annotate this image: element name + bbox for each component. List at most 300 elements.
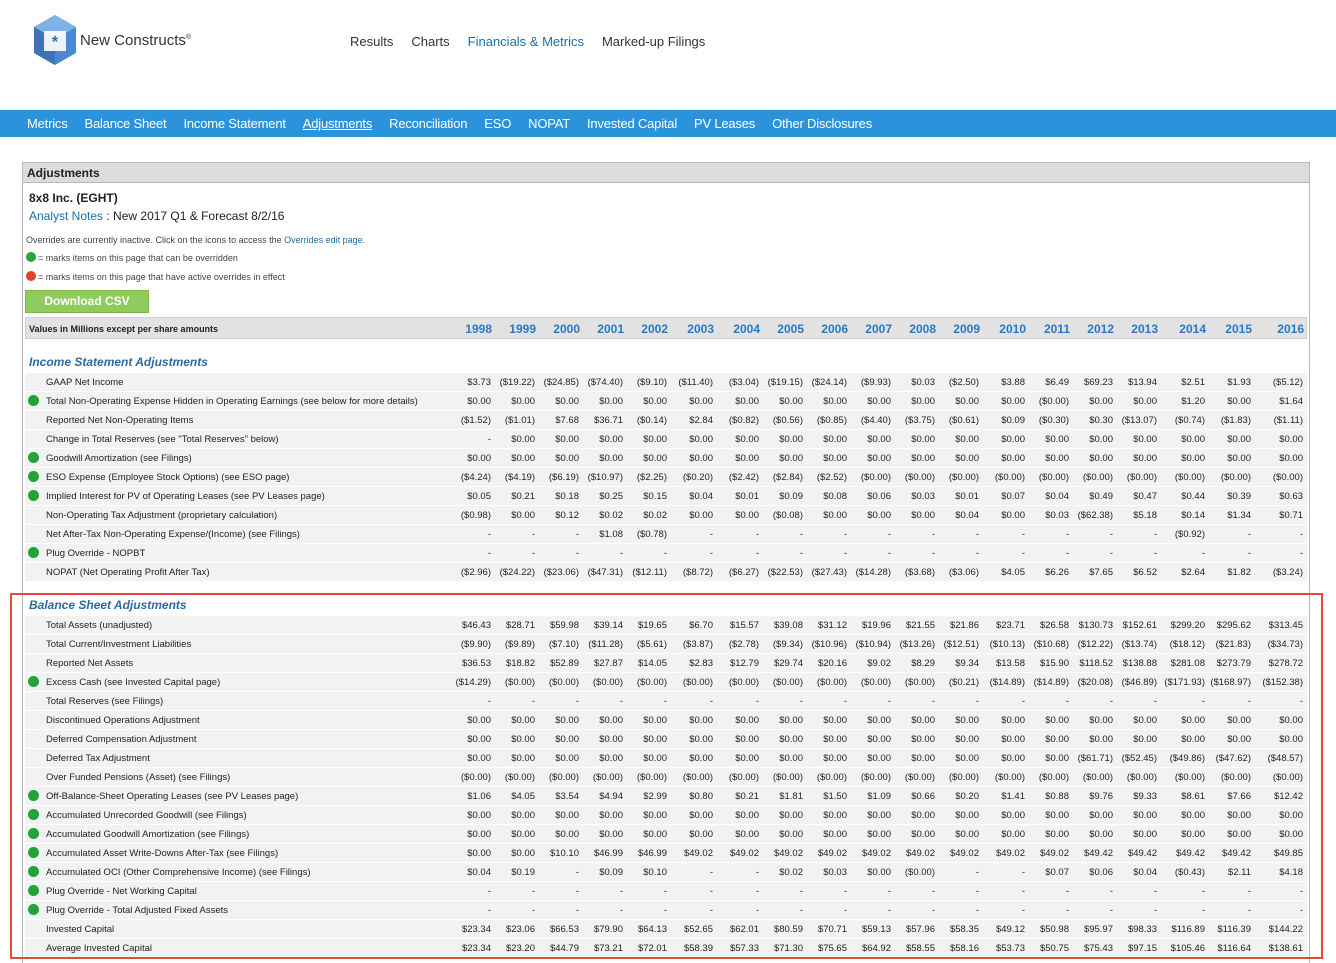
table-row bbox=[25, 749, 1307, 768]
table-cell: ($2.78) bbox=[728, 639, 759, 650]
row-label: Accumulated Asset Write-Downs After-Tax (see Filings) bbox=[46, 848, 279, 859]
table-row bbox=[25, 673, 1307, 692]
table-cell: $1.41 bbox=[1001, 791, 1025, 802]
table-cell: - bbox=[755, 529, 759, 540]
table-cell: ($0.92) bbox=[1174, 529, 1205, 540]
table-cell: - bbox=[799, 696, 803, 707]
table-cell: $64.13 bbox=[637, 924, 667, 935]
table-header bbox=[25, 317, 1307, 339]
table-cell: $0.00 bbox=[1089, 396, 1113, 407]
table-cell: ($23.06) bbox=[543, 567, 579, 578]
table-cell: $0.00 bbox=[779, 810, 803, 821]
row-label: Invested Capital bbox=[46, 924, 115, 935]
table-cell: ($19.15) bbox=[767, 377, 803, 388]
table-row bbox=[25, 392, 1307, 411]
table-cell: $8.61 bbox=[1181, 791, 1205, 802]
table-cell: $80.59 bbox=[773, 924, 803, 935]
table-cell: ($152.38) bbox=[1262, 677, 1303, 688]
table-cell: $28.71 bbox=[505, 620, 535, 631]
table-cell: $19.65 bbox=[637, 620, 667, 631]
tab-pv-leases[interactable]: PV Leases bbox=[694, 116, 756, 131]
table-cell: $0.00 bbox=[1045, 453, 1069, 464]
table-cell: ($1.83) bbox=[1220, 415, 1251, 426]
table-cell: - bbox=[1021, 548, 1025, 559]
table-cell: - bbox=[1065, 529, 1069, 540]
table-cell: $0.00 bbox=[779, 453, 803, 464]
table-cell: $0.00 bbox=[867, 453, 891, 464]
table-cell: $46.99 bbox=[593, 848, 623, 859]
table-cell: - bbox=[1109, 696, 1113, 707]
table-cell: ($10.97) bbox=[587, 472, 623, 483]
table-cell: $0.00 bbox=[735, 434, 759, 445]
new-constructs-logo-icon[interactable] bbox=[32, 14, 78, 66]
year-header-2011[interactable]: 2011 bbox=[1043, 322, 1070, 336]
table-cell: ($0.00) bbox=[1126, 772, 1157, 783]
table-cell: ($0.08) bbox=[772, 510, 803, 521]
table-cell: $69.23 bbox=[1083, 377, 1113, 388]
table-cell: $116.89 bbox=[1171, 924, 1205, 935]
table-cell: ($0.00) bbox=[772, 772, 803, 783]
top-nav-financials-metrics[interactable]: Financials & Metrics bbox=[467, 34, 584, 49]
table-cell: ($9.34) bbox=[772, 639, 803, 650]
table-cell: $0.00 bbox=[911, 453, 935, 464]
year-header-2003[interactable]: 2003 bbox=[687, 322, 714, 336]
override-dot-icon[interactable] bbox=[28, 790, 39, 801]
table-cell: $0.00 bbox=[823, 396, 847, 407]
table-cell: - bbox=[1065, 886, 1069, 897]
table-cell: ($22.53) bbox=[767, 567, 803, 578]
year-header-2004[interactable]: 2004 bbox=[733, 322, 760, 336]
table-cell: $0.00 bbox=[911, 829, 935, 840]
override-dot-icon[interactable] bbox=[28, 809, 39, 820]
table-cell: $18.82 bbox=[505, 658, 535, 669]
table-cell: $0.00 bbox=[1045, 434, 1069, 445]
table-cell: - bbox=[755, 696, 759, 707]
table-cell: ($7.10) bbox=[548, 639, 579, 650]
table-cell: ($0.00) bbox=[904, 677, 935, 688]
table-cell: $21.86 bbox=[949, 620, 979, 631]
table-row bbox=[25, 449, 1307, 468]
table-cell: ($10.68) bbox=[1033, 639, 1069, 650]
table-cell: - bbox=[1021, 696, 1025, 707]
table-cell: $144.22 bbox=[1268, 924, 1303, 935]
row-label: Total Current/Investment Liabilities bbox=[46, 639, 192, 650]
table-cell: $23.34 bbox=[461, 943, 491, 954]
table-cell: ($0.98) bbox=[460, 510, 491, 521]
table-cell: $57.33 bbox=[729, 943, 759, 954]
table-cell: $0.00 bbox=[1181, 453, 1205, 464]
year-header-2010[interactable]: 2010 bbox=[999, 322, 1026, 336]
table-cell: $1.09 bbox=[867, 791, 891, 802]
table-cell: ($0.00) bbox=[772, 677, 803, 688]
table-cell: $1.34 bbox=[1227, 510, 1251, 521]
table-cell: $278.72 bbox=[1268, 658, 1303, 669]
table-cell: ($0.43) bbox=[1174, 867, 1205, 878]
table-cell: $0.07 bbox=[1001, 491, 1025, 502]
table-cell: - bbox=[887, 905, 891, 916]
table-cell: ($0.85) bbox=[816, 415, 847, 426]
table-cell: ($0.00) bbox=[1174, 772, 1205, 783]
table-cell: $15.57 bbox=[729, 620, 759, 631]
table-cell: $4.05 bbox=[511, 791, 535, 802]
tab-income-statement[interactable]: Income Statement bbox=[183, 116, 286, 131]
table-cell: - bbox=[843, 886, 847, 897]
table-cell: ($1.52) bbox=[460, 415, 491, 426]
table-cell: $0.00 bbox=[643, 734, 667, 745]
table-cell: ($0.00) bbox=[1038, 396, 1069, 407]
table-cell: - bbox=[975, 886, 979, 897]
table-cell: - bbox=[1021, 867, 1025, 878]
table-cell: $0.00 bbox=[1133, 453, 1157, 464]
year-header-2012[interactable]: 2012 bbox=[1087, 322, 1114, 336]
tab-balance-sheet[interactable]: Balance Sheet bbox=[84, 116, 167, 131]
table-cell: - bbox=[1153, 886, 1157, 897]
tab-adjustments[interactable]: Adjustments bbox=[302, 116, 373, 131]
table-cell: ($48.57) bbox=[1267, 753, 1303, 764]
table-cell: - bbox=[709, 867, 713, 878]
table-cell: ($0.00) bbox=[994, 472, 1025, 483]
top-nav-charts[interactable]: Charts bbox=[411, 34, 450, 49]
table-cell: ($0.00) bbox=[1174, 472, 1205, 483]
year-header-2016[interactable]: 2016 bbox=[1277, 322, 1304, 336]
table-cell: - bbox=[575, 696, 579, 707]
table-cell: $0.00 bbox=[779, 715, 803, 726]
table-cell: ($52.45) bbox=[1121, 753, 1157, 764]
override-dot-icon[interactable] bbox=[28, 547, 39, 558]
overrides-edit-link[interactable]: Overrides edit page bbox=[284, 235, 363, 245]
table-cell: $0.00 bbox=[599, 453, 623, 464]
table-cell: ($0.21) bbox=[948, 677, 979, 688]
company-name: 8x8 Inc. (EGHT) bbox=[29, 191, 118, 205]
table-cell: - bbox=[1247, 905, 1251, 916]
table-cell: $0.00 bbox=[1133, 434, 1157, 445]
table-cell: $0.00 bbox=[735, 753, 759, 764]
table-cell: - bbox=[1153, 548, 1157, 559]
table-cell: $64.92 bbox=[861, 943, 891, 954]
table-cell: ($0.00) bbox=[460, 772, 491, 783]
override-dot-icon[interactable] bbox=[28, 471, 39, 482]
table-cell: ($14.28) bbox=[855, 567, 891, 578]
table-cell: - bbox=[531, 696, 535, 707]
table-cell: $1.50 bbox=[823, 791, 847, 802]
table-cell: $0.00 bbox=[1133, 396, 1157, 407]
table-cell: $0.09 bbox=[599, 867, 623, 878]
table-cell: $0.00 bbox=[467, 715, 491, 726]
table-cell: $49.02 bbox=[905, 848, 935, 859]
table-cell: ($0.00) bbox=[1038, 472, 1069, 483]
table-cell: $299.20 bbox=[1170, 620, 1205, 631]
override-dot-icon[interactable] bbox=[28, 885, 39, 896]
top-nav-marked-up-filings[interactable]: Marked-up Filings bbox=[601, 34, 706, 49]
table-cell: $0.00 bbox=[1001, 453, 1025, 464]
table-cell: $0.00 bbox=[689, 734, 713, 745]
year-header-2005[interactable]: 2005 bbox=[777, 322, 804, 336]
green-dot-icon bbox=[26, 252, 36, 262]
table-cell: $0.00 bbox=[823, 434, 847, 445]
table-cell: $7.66 bbox=[1227, 791, 1251, 802]
table-cell: $0.00 bbox=[1045, 734, 1069, 745]
table-cell: - bbox=[1109, 905, 1113, 916]
tab-eso[interactable]: ESO bbox=[484, 116, 512, 131]
table-cell: $46.43 bbox=[461, 620, 491, 631]
table-cell: - bbox=[1109, 886, 1113, 897]
top-nav-results[interactable]: Results bbox=[350, 34, 394, 49]
year-header-2008[interactable]: 2008 bbox=[909, 322, 936, 336]
table-cell: ($0.00) bbox=[994, 772, 1025, 783]
table-cell: $31.12 bbox=[817, 620, 847, 631]
red-check-icon bbox=[26, 271, 36, 281]
table-row bbox=[25, 506, 1307, 525]
table-cell: $0.00 bbox=[779, 829, 803, 840]
table-cell: $0.00 bbox=[1045, 810, 1069, 821]
override-dot-icon[interactable] bbox=[28, 395, 39, 406]
adjustments-table bbox=[25, 317, 1307, 954]
table-cell: $6.70 bbox=[689, 620, 713, 631]
table-cell: $0.00 bbox=[643, 396, 667, 407]
table-cell: $0.00 bbox=[1089, 810, 1113, 821]
table-cell: $0.00 bbox=[643, 434, 667, 445]
legend-red: = marks items on this page that have active overrides in effect bbox=[26, 271, 285, 282]
table-cell: $7.65 bbox=[1089, 567, 1113, 578]
table-cell: - bbox=[619, 905, 623, 916]
table-cell: $0.00 bbox=[1227, 829, 1251, 840]
table-cell: $49.12 bbox=[995, 924, 1025, 935]
analyst-notes-link[interactable]: Analyst Notes bbox=[29, 209, 104, 223]
table-cell: $0.09 bbox=[779, 491, 803, 502]
tab-other-disclosures[interactable]: Other Disclosures bbox=[772, 116, 873, 131]
year-header-2014[interactable]: 2014 bbox=[1179, 322, 1206, 336]
table-cell: - bbox=[799, 548, 803, 559]
table-cell: $116.64 bbox=[1217, 943, 1251, 954]
table-cell: ($1.11) bbox=[1273, 415, 1303, 426]
table-cell: ($171.93) bbox=[1164, 677, 1205, 688]
table-cell: $0.00 bbox=[1001, 434, 1025, 445]
table-cell: - bbox=[1021, 529, 1025, 540]
table-cell: - bbox=[887, 696, 891, 707]
financials-subnav bbox=[0, 110, 1336, 137]
tab-invested-capital[interactable]: Invested Capital bbox=[586, 116, 678, 131]
table-cell: - bbox=[487, 548, 491, 559]
table-cell: $59.13 bbox=[861, 924, 891, 935]
year-header-2009[interactable]: 2009 bbox=[953, 322, 980, 336]
adjustments-panel bbox=[22, 162, 1310, 963]
override-dot-icon[interactable] bbox=[28, 847, 39, 858]
table-cell: ($24.85) bbox=[543, 377, 579, 388]
year-header-2007[interactable]: 2007 bbox=[865, 322, 892, 336]
table-cell: $39.14 bbox=[593, 620, 623, 631]
override-dot-icon[interactable] bbox=[28, 828, 39, 839]
table-cell: $95.97 bbox=[1083, 924, 1113, 935]
table-cell: $0.10 bbox=[643, 867, 667, 878]
tab-nopat[interactable]: NOPAT bbox=[528, 116, 570, 131]
table-cell: $0.00 bbox=[1045, 753, 1069, 764]
table-cell: $0.06 bbox=[1089, 867, 1113, 878]
table-cell: - bbox=[1299, 886, 1303, 897]
table-cell: ($46.89) bbox=[1121, 677, 1157, 688]
table-cell: $12.42 bbox=[1273, 791, 1303, 802]
table-cell: $0.00 bbox=[467, 396, 491, 407]
table-cell: $0.00 bbox=[735, 510, 759, 521]
table-cell: $2.11 bbox=[1227, 867, 1251, 878]
brand-name[interactable]: New Constructs® bbox=[80, 32, 192, 49]
year-header-2006[interactable]: 2006 bbox=[821, 322, 848, 336]
table-cell: $0.00 bbox=[911, 810, 935, 821]
table-cell: $0.00 bbox=[1181, 434, 1205, 445]
table-cell: $49.02 bbox=[773, 848, 803, 859]
table-cell: $0.00 bbox=[1133, 715, 1157, 726]
table-cell: $0.00 bbox=[823, 715, 847, 726]
table-cell: $46.99 bbox=[637, 848, 667, 859]
table-cell: $49.42 bbox=[1175, 848, 1205, 859]
table-cell: $0.00 bbox=[735, 396, 759, 407]
table-cell: $0.00 bbox=[643, 810, 667, 821]
table-cell: $59.98 bbox=[549, 620, 579, 631]
table-cell: $1.08 bbox=[599, 529, 623, 540]
override-dot-icon[interactable] bbox=[28, 904, 39, 915]
table-cell: $10.10 bbox=[549, 848, 579, 859]
table-row bbox=[25, 430, 1307, 449]
top-nav bbox=[350, 34, 723, 49]
table-cell: $1.93 bbox=[1227, 377, 1251, 388]
table-cell: - bbox=[799, 905, 803, 916]
table-cell: $0.66 bbox=[911, 791, 935, 802]
tab-reconciliation[interactable]: Reconciliation bbox=[389, 116, 468, 131]
table-cell: $9.76 bbox=[1089, 791, 1113, 802]
table-cell: $0.00 bbox=[643, 753, 667, 764]
table-cell: - bbox=[619, 886, 623, 897]
table-cell: $0.00 bbox=[689, 810, 713, 821]
table-cell: $0.00 bbox=[689, 453, 713, 464]
table-cell: $0.00 bbox=[1181, 829, 1205, 840]
table-cell: - bbox=[663, 905, 667, 916]
table-cell: $0.00 bbox=[511, 734, 535, 745]
year-header-2013[interactable]: 2013 bbox=[1131, 322, 1158, 336]
table-cell: $2.84 bbox=[689, 415, 713, 426]
table-cell: ($0.00) bbox=[860, 472, 891, 483]
legend-green: = marks items on this page that can be overridden bbox=[26, 252, 238, 263]
table-cell: - bbox=[663, 886, 667, 897]
table-cell: ($0.56) bbox=[772, 415, 803, 426]
table-cell: $50.75 bbox=[1039, 943, 1069, 954]
table-cell: ($0.00) bbox=[636, 677, 667, 688]
row-label: Non-Operating Tax Adjustment (proprietary calculation) bbox=[46, 510, 278, 521]
table-cell: $0.00 bbox=[867, 829, 891, 840]
row-label: Accumulated Unrecorded Goodwill (see Filings) bbox=[46, 810, 247, 821]
table-cell: $105.46 bbox=[1170, 943, 1205, 954]
table-cell: $0.00 bbox=[779, 396, 803, 407]
override-dot-icon[interactable] bbox=[28, 490, 39, 501]
table-cell: ($10.13) bbox=[989, 639, 1025, 650]
table-cell: $0.00 bbox=[1227, 453, 1251, 464]
row-label: Goodwill Amortization (see Filings) bbox=[46, 453, 192, 464]
table-cell: $0.30 bbox=[1089, 415, 1113, 426]
table-cell: - bbox=[531, 548, 535, 559]
table-cell: $52.65 bbox=[683, 924, 713, 935]
table-cell: - bbox=[709, 905, 713, 916]
table-cell: $0.00 bbox=[955, 715, 979, 726]
table-cell: $0.00 bbox=[1001, 510, 1025, 521]
table-cell: $97.15 bbox=[1127, 943, 1157, 954]
table-cell: $0.00 bbox=[955, 810, 979, 821]
year-header-2002[interactable]: 2002 bbox=[641, 322, 668, 336]
override-dot-icon[interactable] bbox=[28, 866, 39, 877]
year-header-2001[interactable]: 2001 bbox=[597, 322, 624, 336]
override-dot-icon[interactable] bbox=[28, 676, 39, 687]
table-cell: $0.00 bbox=[689, 396, 713, 407]
table-cell: ($2.50) bbox=[948, 377, 979, 388]
table-cell: ($3.24) bbox=[1272, 567, 1303, 578]
table-cell: $6.52 bbox=[1133, 567, 1157, 578]
table-cell: ($0.00) bbox=[904, 867, 935, 878]
row-label: Net After-Tax Non-Operating Expense/(Income) (see Filings) bbox=[46, 529, 300, 540]
table-cell: ($0.00) bbox=[1082, 772, 1113, 783]
table-cell: ($0.00) bbox=[504, 677, 535, 688]
table-cell: $0.00 bbox=[1133, 810, 1157, 821]
table-cell: $0.00 bbox=[779, 753, 803, 764]
row-label: Discontinued Operations Adjustment bbox=[46, 715, 200, 726]
download-csv-button[interactable]: Download CSV bbox=[25, 290, 149, 313]
year-header-1998[interactable]: 1998 bbox=[465, 322, 492, 336]
table-cell: - bbox=[1065, 548, 1069, 559]
tab-metrics[interactable]: Metrics bbox=[27, 116, 68, 131]
table-cell: ($0.00) bbox=[728, 677, 759, 688]
table-cell: - bbox=[1299, 529, 1303, 540]
table-cell: - bbox=[843, 905, 847, 916]
table-cell: ($4.19) bbox=[504, 472, 535, 483]
row-label: NOPAT (Net Operating Profit After Tax) bbox=[46, 567, 210, 578]
table-cell: $0.00 bbox=[1089, 434, 1113, 445]
table-cell: - bbox=[1247, 886, 1251, 897]
table-cell: $0.00 bbox=[467, 810, 491, 821]
table-cell: $0.03 bbox=[911, 491, 935, 502]
table-cell: $130.73 bbox=[1078, 620, 1113, 631]
year-header-1999[interactable]: 1999 bbox=[509, 322, 536, 336]
table-cell: $0.00 bbox=[1001, 810, 1025, 821]
table-cell: $75.65 bbox=[817, 943, 847, 954]
table-cell: ($0.00) bbox=[728, 772, 759, 783]
table-cell: $14.05 bbox=[637, 658, 667, 669]
year-header-2015[interactable]: 2015 bbox=[1225, 322, 1252, 336]
table-cell: ($4.24) bbox=[460, 472, 491, 483]
table-cell: ($9.10) bbox=[636, 377, 667, 388]
table-cell: $23.06 bbox=[505, 924, 535, 935]
table-cell: $0.80 bbox=[689, 791, 713, 802]
table-row bbox=[25, 920, 1307, 939]
table-cell: ($0.00) bbox=[948, 772, 979, 783]
table-cell: - bbox=[1201, 696, 1205, 707]
table-cell: ($0.00) bbox=[904, 472, 935, 483]
table-cell: - bbox=[1153, 696, 1157, 707]
table-cell: ($19.22) bbox=[499, 377, 535, 388]
table-cell: ($14.89) bbox=[989, 677, 1025, 688]
table-cell: $0.00 bbox=[1089, 829, 1113, 840]
table-cell: $0.00 bbox=[735, 810, 759, 821]
table-cell: $138.88 bbox=[1122, 658, 1157, 669]
table-cell: ($0.00) bbox=[816, 772, 847, 783]
table-cell: $0.05 bbox=[467, 491, 491, 502]
table-cell: $0.00 bbox=[555, 434, 579, 445]
year-header-2000[interactable]: 2000 bbox=[553, 322, 580, 336]
table-cell: $0.00 bbox=[867, 510, 891, 521]
table-cell: ($0.00) bbox=[1038, 772, 1069, 783]
table-cell: $0.00 bbox=[555, 734, 579, 745]
table-cell: - bbox=[575, 548, 579, 559]
table-cell: - bbox=[931, 696, 935, 707]
table-cell: - bbox=[755, 886, 759, 897]
table-cell: - bbox=[1109, 529, 1113, 540]
override-dot-icon[interactable] bbox=[28, 452, 39, 463]
table-cell: $0.00 bbox=[823, 453, 847, 464]
